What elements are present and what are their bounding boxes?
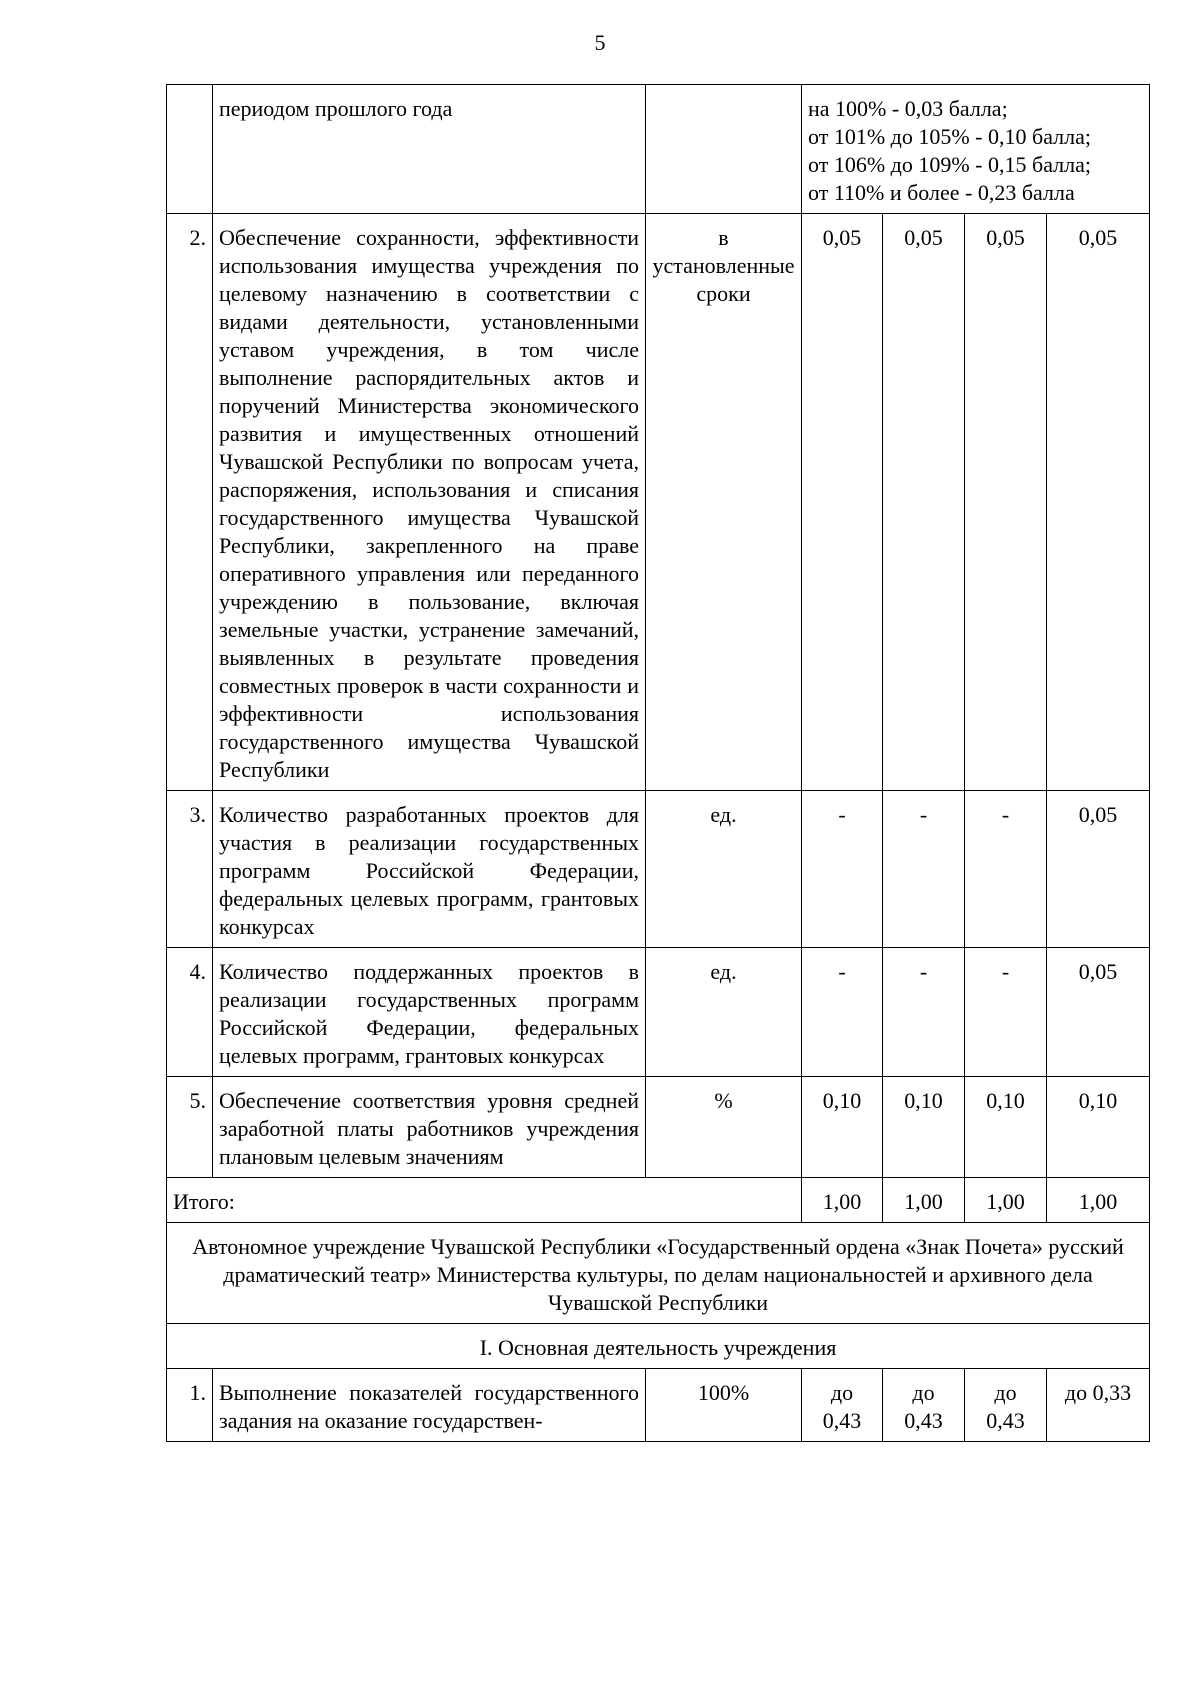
value-prefix: до xyxy=(994,1380,1017,1405)
page-number: 5 xyxy=(594,30,606,55)
section-title: Автономное учреждение Чувашской Республики «Государственный ордена «Знак Почета» русский драматический театр» Министерства культуры, по делам национальностей и архивного дела Чувашской Республики xyxy=(167,1223,1150,1324)
row-value-4: 0,10 xyxy=(1047,1077,1150,1178)
row-value-1 xyxy=(802,1369,883,1442)
row-description: Количество разработанных проектов для участия в реализации государственных программ Российской Федерации, федеральных целевых программ, грантовых конкурсах xyxy=(213,791,646,948)
row-description: Количество поддержанных проектов в реализации государственных программ Российской Федерации, федеральных целевых программ, грантовых конкурсах xyxy=(213,948,646,1077)
table-row xyxy=(167,791,1150,948)
value-prefix: до xyxy=(830,1380,854,1405)
row-unit: в установленные сроки xyxy=(646,214,802,791)
value-prefix: до xyxy=(912,1380,935,1405)
row-description: Обеспечение соответствия уровня средней заработной платы работников учреждения плановым целевым значениям xyxy=(213,1077,646,1178)
row-value-2: - xyxy=(883,948,965,1077)
row-number: 4. xyxy=(167,948,213,1077)
value-number: 0,43 xyxy=(904,1408,943,1433)
total-value-4: 1,00 xyxy=(1047,1178,1150,1223)
row-unit xyxy=(646,85,802,214)
row-value-2 xyxy=(883,1369,965,1442)
row-description: периодом прошлого года xyxy=(213,85,646,214)
row-description: Обеспечение сохранности, эффективности использования имущества учреждения по целевому назначению в соответствии с видами деятельности, установленными уставом учреждения, в том числе выполнение распорядительных актов и поручений Министерства экономического развития и имущественных отношений Чувашской Республики по вопросам учета, распоряжения, использования и списания государственного имущества Чувашской Республики, закрепленного на праве оперативного управления или переданного учреждению в пользование, включая земельные участки, устранение замечаний, выявленных в результате проведения совместных проверок в части сохранности и эффективности использования государственного имущества Чувашской Республики xyxy=(213,214,646,791)
row-number: 2. xyxy=(167,214,213,791)
row-value-3 xyxy=(965,1369,1047,1442)
table-row xyxy=(167,1369,1150,1442)
row-unit: ед. xyxy=(646,791,802,948)
table-row xyxy=(167,85,1150,214)
total-value-2: 1,00 xyxy=(883,1178,965,1223)
row-number: 5. xyxy=(167,1077,213,1178)
row-value-4: 0,05 xyxy=(1047,948,1150,1077)
subsection-row xyxy=(167,1324,1150,1369)
table-row xyxy=(167,948,1150,1077)
row-value-1: 0,05 xyxy=(802,214,883,791)
scoring-scale xyxy=(802,85,1150,214)
row-value-3: 0,05 xyxy=(965,214,1047,791)
subsection-title: I. Основная деятельность учреждения xyxy=(167,1324,1150,1369)
row-description: Выполнение показателей государственного задания на оказание государствен- xyxy=(213,1369,646,1442)
table-row xyxy=(167,1077,1150,1178)
section-row xyxy=(167,1223,1150,1324)
row-value-3: 0,10 xyxy=(965,1077,1047,1178)
row-value-3: - xyxy=(965,791,1047,948)
scale-line: от 106% до 109% - 0,15 балла; xyxy=(808,152,1091,177)
row-value-2: 0,10 xyxy=(883,1077,965,1178)
row-value-3: - xyxy=(965,948,1047,1077)
row-value-4: 0,05 xyxy=(1047,214,1150,791)
row-value-4: 0,05 xyxy=(1047,791,1150,948)
criteria-table xyxy=(166,84,1150,1442)
total-value-3: 1,00 xyxy=(965,1178,1047,1223)
row-number: 3. xyxy=(167,791,213,948)
row-unit: 100% xyxy=(646,1369,802,1442)
value-number: 0,43 xyxy=(822,1408,862,1433)
row-number xyxy=(167,85,213,214)
row-unit: % xyxy=(646,1077,802,1178)
row-number: 1. xyxy=(167,1369,213,1442)
scale-line: от 110% и более - 0,23 балла xyxy=(808,180,1075,205)
total-value-1: 1,00 xyxy=(802,1178,883,1223)
total-label: Итого: xyxy=(167,1178,802,1223)
table-row xyxy=(167,214,1150,791)
scale-line: от 101% до 105% - 0,10 балла; xyxy=(808,124,1091,149)
total-row xyxy=(167,1178,1150,1223)
value-number: 0,43 xyxy=(986,1408,1025,1433)
row-value-2: - xyxy=(883,791,965,948)
row-value-1: 0,10 xyxy=(802,1077,883,1178)
row-unit: ед. xyxy=(646,948,802,1077)
scale-line: на 100% - 0,03 балла; xyxy=(808,96,1008,121)
row-value-1: - xyxy=(802,948,883,1077)
row-value-4: до 0,33 xyxy=(1047,1369,1150,1442)
row-value-1: - xyxy=(802,791,883,948)
row-value-2: 0,05 xyxy=(883,214,965,791)
